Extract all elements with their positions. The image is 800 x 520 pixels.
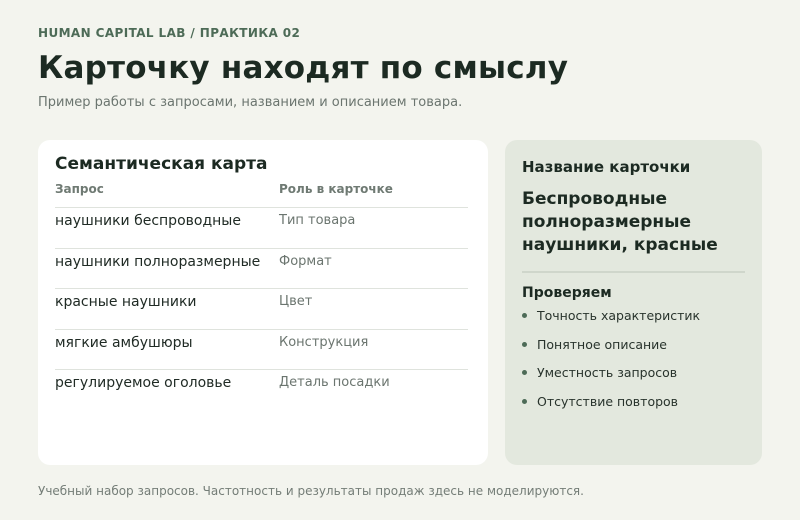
check-item (522, 337, 667, 352)
table-row (55, 369, 468, 409)
role-cell: Деталь посадки (279, 375, 390, 390)
table-row (55, 248, 468, 288)
query-cell: регулируемое оголовье (55, 375, 232, 391)
bullet-icon (522, 399, 527, 404)
role-cell: Конструкция (279, 335, 369, 350)
semantic-map-title: Семантическая карта (55, 154, 268, 174)
query-cell: красные наушники (55, 294, 197, 310)
page-subtitle: Пример работы с запросами, названием и описанием товара. (38, 95, 463, 110)
query-cell: наушники беспроводные (55, 213, 241, 229)
check-item-label: Отсутствие повторов (537, 394, 679, 409)
query-cell: мягкие амбушюры (55, 335, 193, 351)
column-header-query: Запрос (55, 182, 104, 196)
bullet-icon (522, 313, 527, 318)
footnote: Учебный набор запросов. Частотность и результаты продаж здесь не моделируются. (38, 484, 584, 498)
card-name-panel (505, 140, 762, 465)
eyebrow: HUMAN CAPITAL LAB / ПРАКТИКА 02 (38, 26, 301, 40)
table-row (55, 207, 468, 247)
query-cell: наушники полноразмерные (55, 254, 261, 270)
role-cell: Тип товара (279, 213, 356, 228)
product-name: Беспроводные полноразмерные наушники, красные (522, 189, 718, 255)
semantic-map-card (38, 140, 488, 465)
check-item (522, 365, 677, 380)
check-item (522, 308, 700, 323)
check-item-label: Уместность запросов (537, 365, 678, 380)
table-row (55, 329, 468, 369)
bullet-icon (522, 370, 527, 375)
check-title: Проверяем (522, 285, 612, 301)
divider (522, 271, 745, 273)
column-header-role: Роль в карточке (279, 182, 393, 196)
table-row (55, 288, 468, 328)
check-item-label: Понятное описание (537, 337, 667, 352)
role-cell: Цвет (279, 294, 313, 309)
page-title: Карточку находят по смыслу (38, 50, 569, 86)
check-item-label: Точность характеристик (537, 308, 701, 323)
role-cell: Формат (279, 254, 332, 269)
bullet-icon (522, 342, 527, 347)
card-name-label: Название карточки (522, 158, 691, 176)
check-item (522, 394, 678, 409)
